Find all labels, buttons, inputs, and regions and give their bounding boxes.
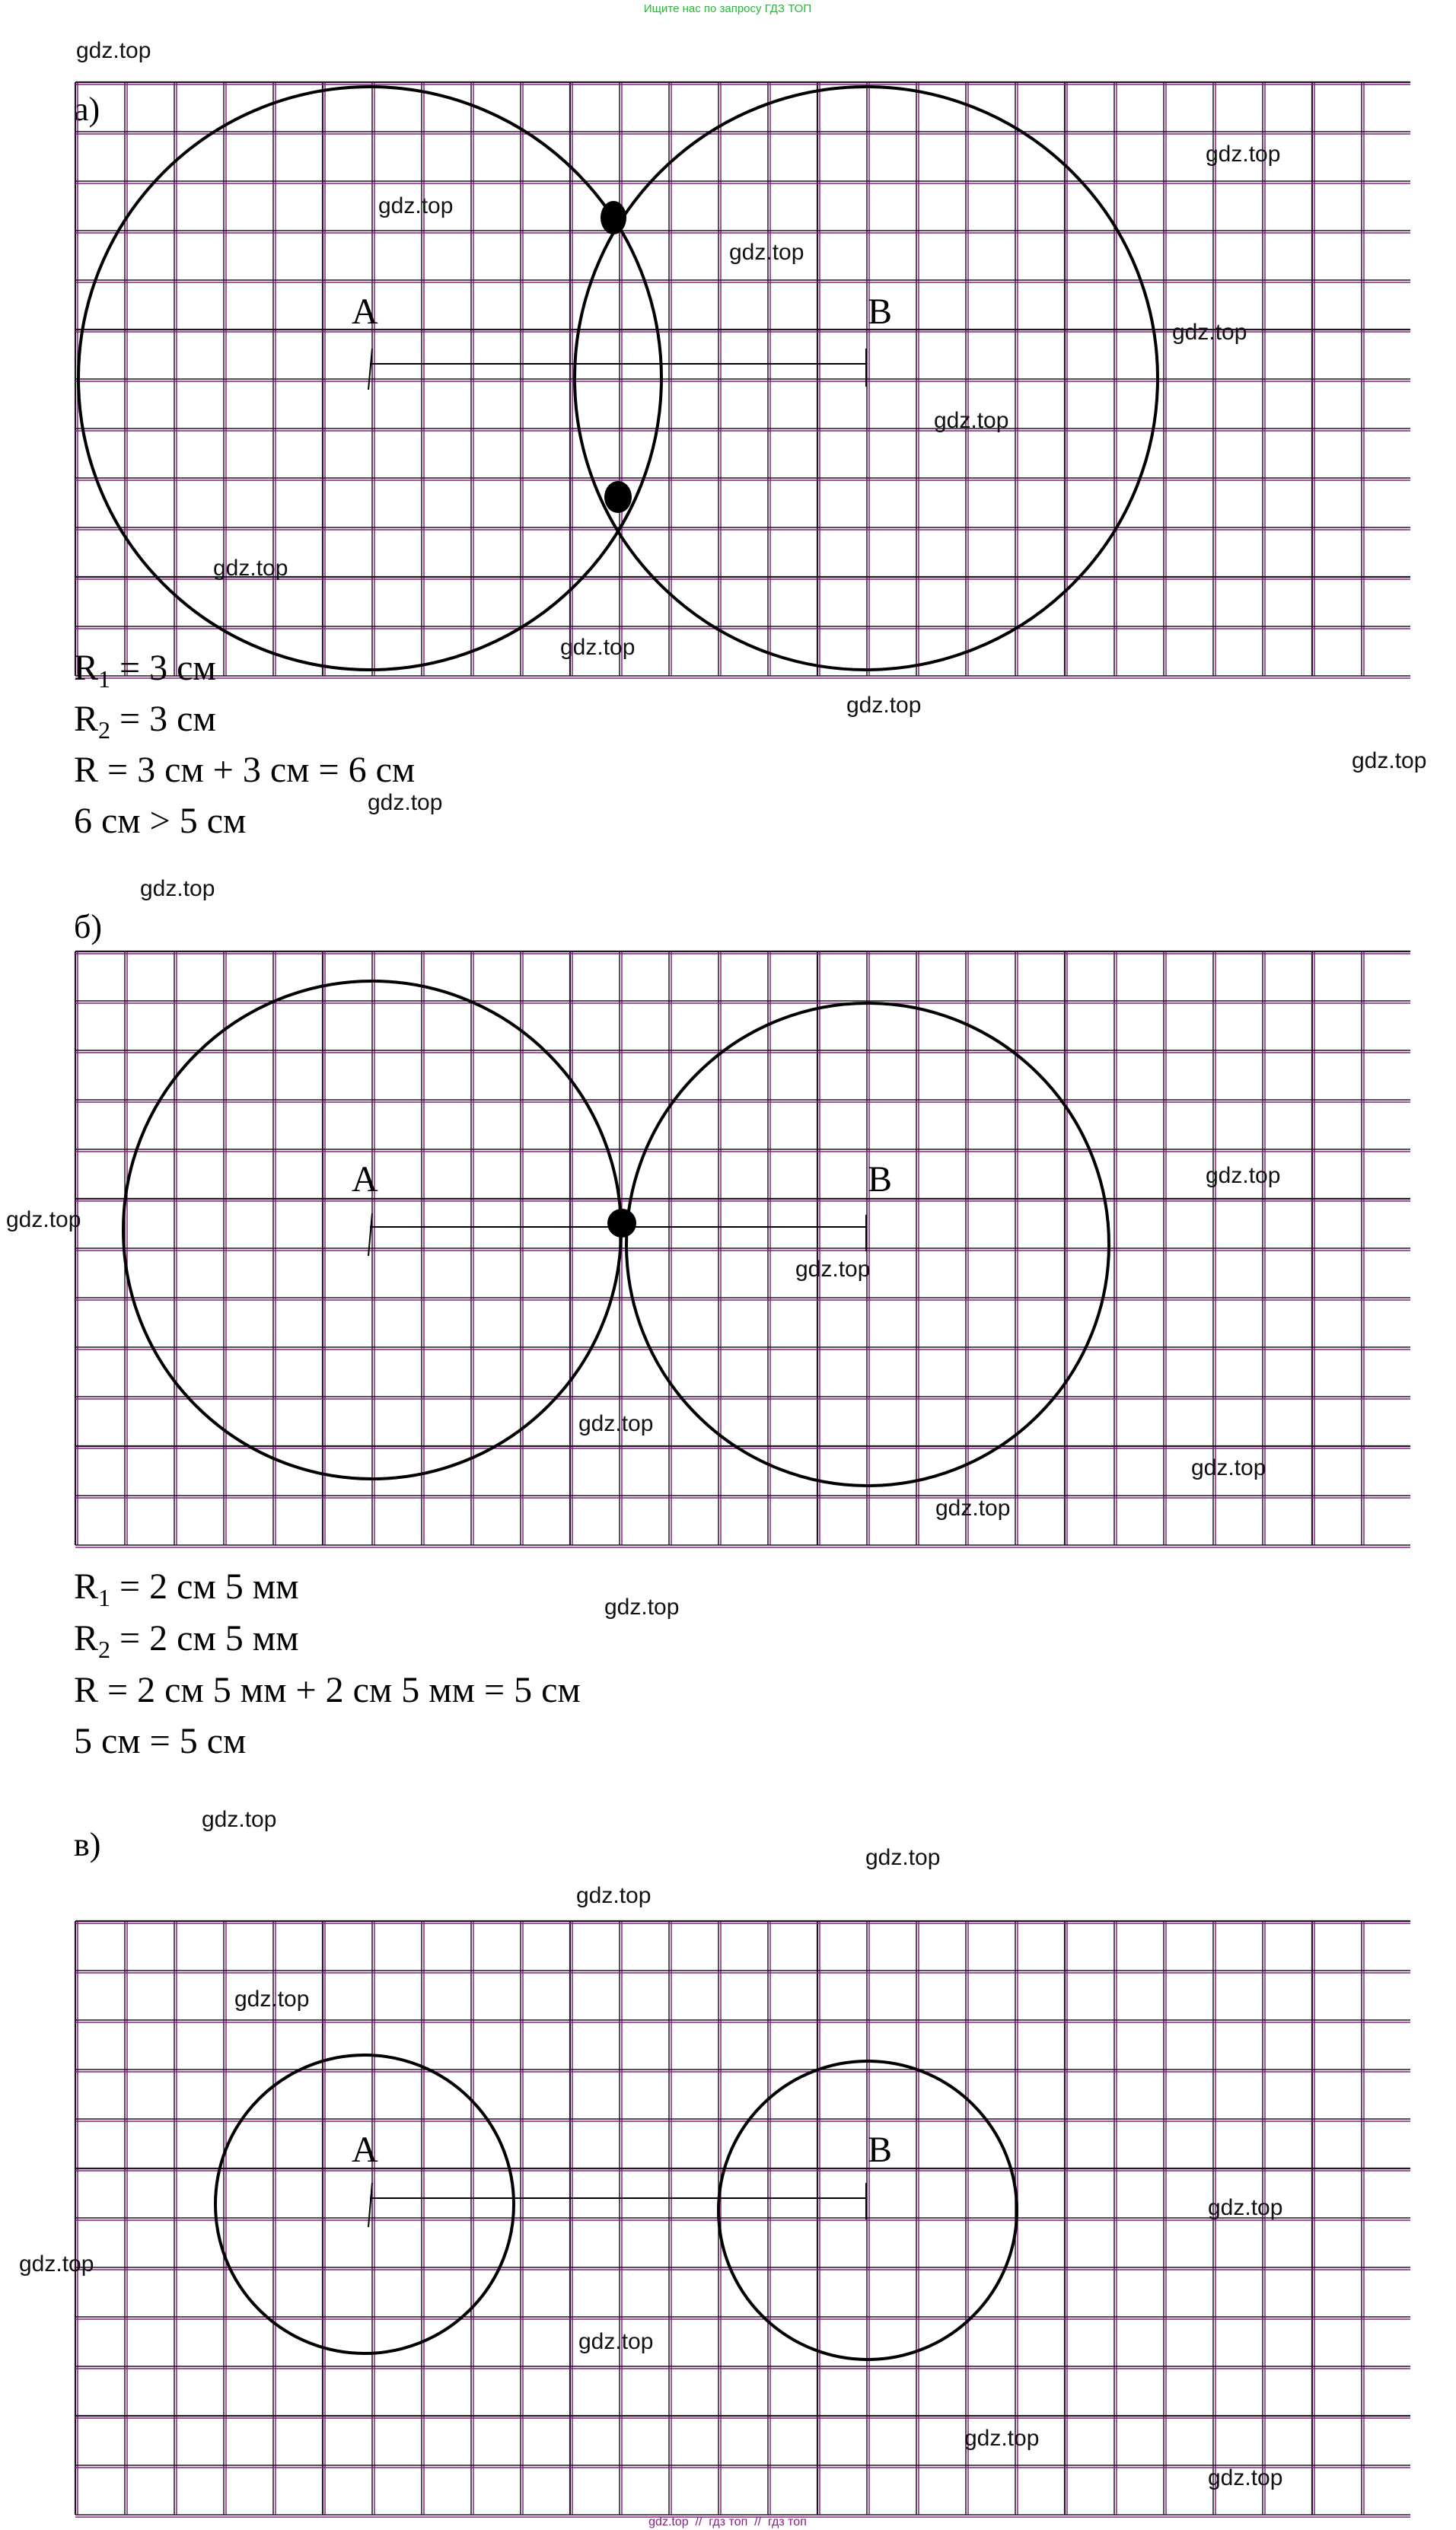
watermark: gdz.top xyxy=(202,1807,277,1832)
watermark: gdz.top xyxy=(578,1411,654,1436)
watermark: gdz.top xyxy=(846,693,922,718)
formula-r-sum: R = 3 см + 3 см = 6 см xyxy=(74,750,416,790)
watermark: gdz.top xyxy=(1191,1455,1266,1480)
formula-comparison: 5 см = 5 см xyxy=(74,1721,247,1761)
formula-r1: $R_1 = 2$ см 5 мм xyxy=(74,1566,299,1611)
section-a-grid xyxy=(75,82,1410,678)
watermark: gdz.top xyxy=(604,1595,680,1620)
watermark: gdz.top xyxy=(729,240,804,265)
section-c-label: в) xyxy=(74,1826,101,1863)
formula-r2: $R_2 = 3$ см xyxy=(74,699,216,744)
watermark: gdz.top xyxy=(934,408,1009,433)
watermark: gdz.top xyxy=(1208,2195,1283,2220)
circle-a xyxy=(215,2055,514,2353)
section-b-formulas xyxy=(74,1566,581,1761)
intersection-point-bottom xyxy=(604,481,632,513)
watermark: gdz.top xyxy=(234,1987,310,2012)
formula-r-sum: R = 2 см 5 мм + 2 см 5 мм = 5 см xyxy=(74,1670,581,1710)
section-b-figure xyxy=(123,981,1109,1486)
watermark: gdz.top xyxy=(935,1496,1011,1521)
watermark: gdz.top xyxy=(19,2251,94,2277)
section-a xyxy=(74,82,1410,841)
point-a-label: A xyxy=(352,292,378,332)
point-a-label: A xyxy=(352,1159,378,1200)
intersection-point-top xyxy=(601,201,626,234)
watermark: gdz.top xyxy=(1172,320,1247,345)
tangent-point xyxy=(607,1209,636,1238)
watermark: gdz.top xyxy=(140,876,215,901)
formula-comparison: 6 см > 5 см xyxy=(74,801,247,841)
watermark: gdz.top xyxy=(795,1257,871,1282)
formula-r2: $R_2 = 2$ см 5 мм xyxy=(74,1618,299,1663)
watermark: gdz.top xyxy=(1206,1163,1281,1188)
section-a-figure xyxy=(78,87,1158,670)
watermark: gdz.top xyxy=(865,1845,941,1870)
watermark: gdz.top xyxy=(576,1883,652,1908)
top-banner[interactable]: Ищите нас по запросу ГДЗ ТОП xyxy=(643,2,812,15)
circle-b xyxy=(626,1003,1109,1486)
point-b-label: B xyxy=(868,1159,893,1200)
watermark: gdz.top xyxy=(1206,142,1281,167)
watermark: gdz.top xyxy=(964,2426,1040,2451)
watermark: gdz.top xyxy=(368,790,443,815)
section-c-figure xyxy=(215,2055,1017,2360)
point-b-label: B xyxy=(868,2130,893,2170)
section-b-label: б) xyxy=(74,908,103,945)
watermark: gdz.top xyxy=(1208,2465,1283,2490)
watermark: gdz.top xyxy=(213,556,288,581)
section-a-formulas xyxy=(74,648,415,841)
watermark: gdz.top xyxy=(378,193,454,218)
watermark: gdz.top xyxy=(560,635,636,660)
section-a-label: а) xyxy=(74,91,100,128)
point-b-label: B xyxy=(868,292,893,332)
watermark: gdz.top xyxy=(76,38,151,63)
point-a-label: A xyxy=(352,2130,378,2170)
formula-r1: $R_1 = 3$ см xyxy=(74,648,216,693)
circle-b xyxy=(718,2061,1017,2360)
section-c xyxy=(74,1826,1410,2517)
watermark: gdz.top xyxy=(578,2329,654,2354)
watermark: gdz.top xyxy=(6,1207,81,1232)
footer-banner[interactable]: gdz.top // гдз топ // гдз топ xyxy=(648,2516,807,2528)
watermark: gdz.top xyxy=(1352,748,1427,773)
section-b xyxy=(74,908,1410,1761)
